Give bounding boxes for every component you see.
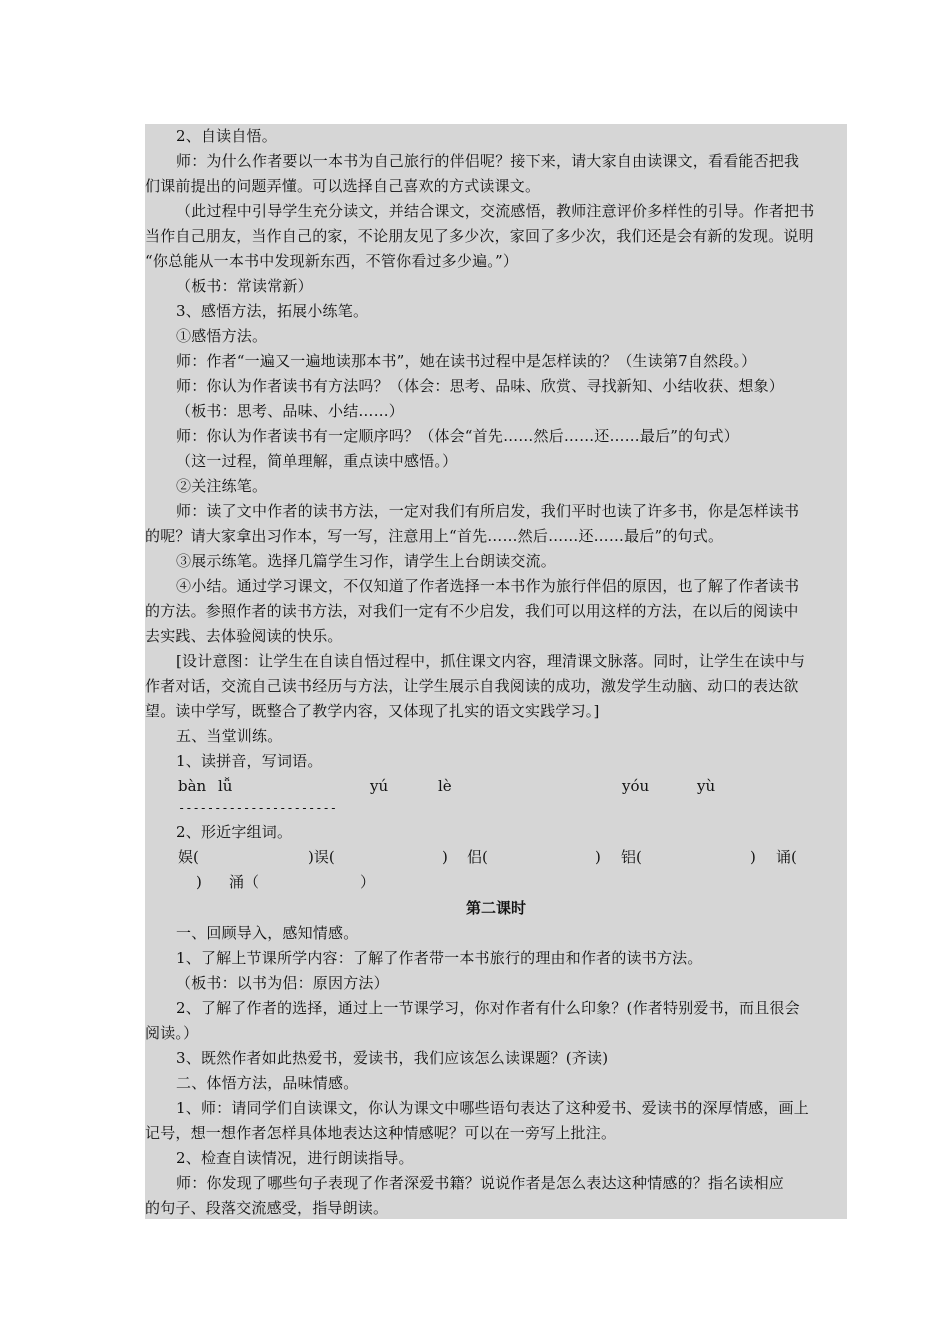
text-line: 1、师：请同学们自读课文，你认为课文中哪些语句表达了这种爱书、爱读书的深厚情感，画上 xyxy=(176,1099,809,1117)
text-line: 师：为什么作者要以一本书为自己旅行的伴侣呢？接下来，请大家自由读课文，看看能否把我 xyxy=(176,152,800,170)
char-item: ) xyxy=(750,848,756,866)
char-item: )误( xyxy=(308,848,335,866)
char-item: 铝( xyxy=(621,848,642,866)
text-line: 2、了解了作者的选择，通过上一节课学习，你对作者有什么印象？(作者特别爱书，而且很会 xyxy=(176,999,800,1017)
text-line: 1、读拼音，写词语。 xyxy=(176,752,323,770)
text-line: 师：读了文中作者的读书方法，一定对我们有所启发，我们平时也读了许多书，你是怎样读书 xyxy=(176,502,800,520)
text-line: （板书：常读常新） xyxy=(176,277,313,295)
text-line: （此过程中引导学生充分读文，并结合课文，交流感悟，教师注意评价多样性的引导。作者把书 xyxy=(176,202,815,220)
text-line: 作者对话，交流自己读书经历与方法，让学生展示自我阅读的成功，激发学生动脑、动口的表达欲 xyxy=(145,677,799,695)
text-line: 五、当堂训练。 xyxy=(176,727,283,745)
text-line: [设计意图：让学生在自读自悟过程中，抓住课文内容，理清课文脉落。同时，让学生在读中与 xyxy=(176,652,806,670)
text-line: 们课前提出的问题弄懂。可以选择自己喜欢的方式读课文。 xyxy=(145,177,541,195)
text-line: 的呢？请大家拿出习作本，写一写，注意用上“首先……然后……还……最后”的句式。 xyxy=(145,527,724,545)
char-item: 涌（ xyxy=(229,873,260,891)
section-heading: 第二课时 xyxy=(465,899,526,917)
answer-line: ---------------------- xyxy=(178,801,337,815)
text-line: 的方法。参照作者的读书方法，对我们一定有不少启发，我们可以用这样的方法，在以后的阅读中 xyxy=(145,602,799,620)
text-line: 2、检查自读情况，进行朗读指导。 xyxy=(176,1149,414,1167)
text-line: 望。读中学写，既整合了教学内容，又体现了扎实的语文实践学习。] xyxy=(145,702,600,720)
text-line: 2、自读自悟。 xyxy=(176,127,277,145)
text-line: 二、体悟方法，品味情感。 xyxy=(176,1074,359,1092)
char-item: ) xyxy=(442,848,448,866)
text-line: （这一过程，简单理解，重点读中感悟。） xyxy=(176,452,458,470)
char-item: 诵( xyxy=(776,848,797,866)
text-line: 1、了解上节课所学内容：了解了作者带一本书旅行的理由和作者的读书方法。 xyxy=(176,949,703,967)
pinyin-text: yóu xyxy=(622,777,650,795)
text-line: （板书：思考、品味、小结……） xyxy=(176,402,405,420)
text-line: 的句子、段落交流感受，指导朗读。 xyxy=(145,1199,389,1217)
text-line: 2、形近字组词。 xyxy=(176,823,293,841)
text-line: 师：你认为作者读书有一定顺序吗？（体会“首先……然后……还……最后”的句式） xyxy=(176,427,739,445)
pinyin-text: bàn xyxy=(178,777,207,795)
text-line: ①感悟方法。 xyxy=(176,327,268,345)
char-item: 侣( xyxy=(467,848,488,866)
char-item: ) xyxy=(196,873,202,891)
char-item: ) xyxy=(595,848,601,866)
pinyin-text: lǚ xyxy=(218,777,233,795)
text-line: 3、既然作者如此热爱书，爱读书，我们应该怎么读课题？(齐读) xyxy=(176,1049,609,1067)
text-line: ④小结。通过学习课文，不仅知道了作者选择一本书作为旅行伴侣的原因，也了解了作者读书 xyxy=(176,577,800,595)
text-line: （板书：以书为侣：原因方法） xyxy=(176,974,389,992)
text-line: “你总能从一本书中发现新东西，不管你看过多少遍。”） xyxy=(145,252,519,270)
text-line: 记号，想一想作者怎样具体地表达这种情感呢？可以在一旁写上批注。 xyxy=(145,1124,617,1142)
text-line: 3、感悟方法，拓展小练笔。 xyxy=(176,302,369,320)
pinyin-text: lè xyxy=(438,777,452,795)
text-line: 当作自己朋友，当作自己的家，不论朋友见了多少次，家回了多少次，我们还是会有新的发现。说明 xyxy=(145,227,814,245)
text-line: 一、回顾导入，感知情感。 xyxy=(176,924,359,942)
char-item: 娱( xyxy=(178,848,199,866)
pinyin-text: yù xyxy=(697,777,716,795)
document-page xyxy=(145,124,847,1219)
pinyin-text: yú xyxy=(370,777,389,795)
text-line: 阅读。） xyxy=(145,1024,199,1042)
text-line: 师：你发现了哪些句子表现了作者深爱书籍？说说作者是怎么表达这种情感的？指名读相应 xyxy=(176,1174,785,1192)
text-line: 去实践、去体验阅读的快乐。 xyxy=(145,627,343,645)
text-line: 师：作者“一遍又一遍地读那本书”，她在读书过程中是怎样读的？（生读第7自然段。） xyxy=(176,352,757,370)
text-line: ②关注练笔。 xyxy=(176,477,268,495)
text-line: ③展示练笔。选择几篇学生习作，请学生上台朗读交流。 xyxy=(176,552,557,570)
char-item: ） xyxy=(360,873,376,891)
text-line: 师：你认为作者读书有方法吗？（体会：思考、品味、欣赏、寻找新知、小结收获、想象） xyxy=(176,377,785,395)
